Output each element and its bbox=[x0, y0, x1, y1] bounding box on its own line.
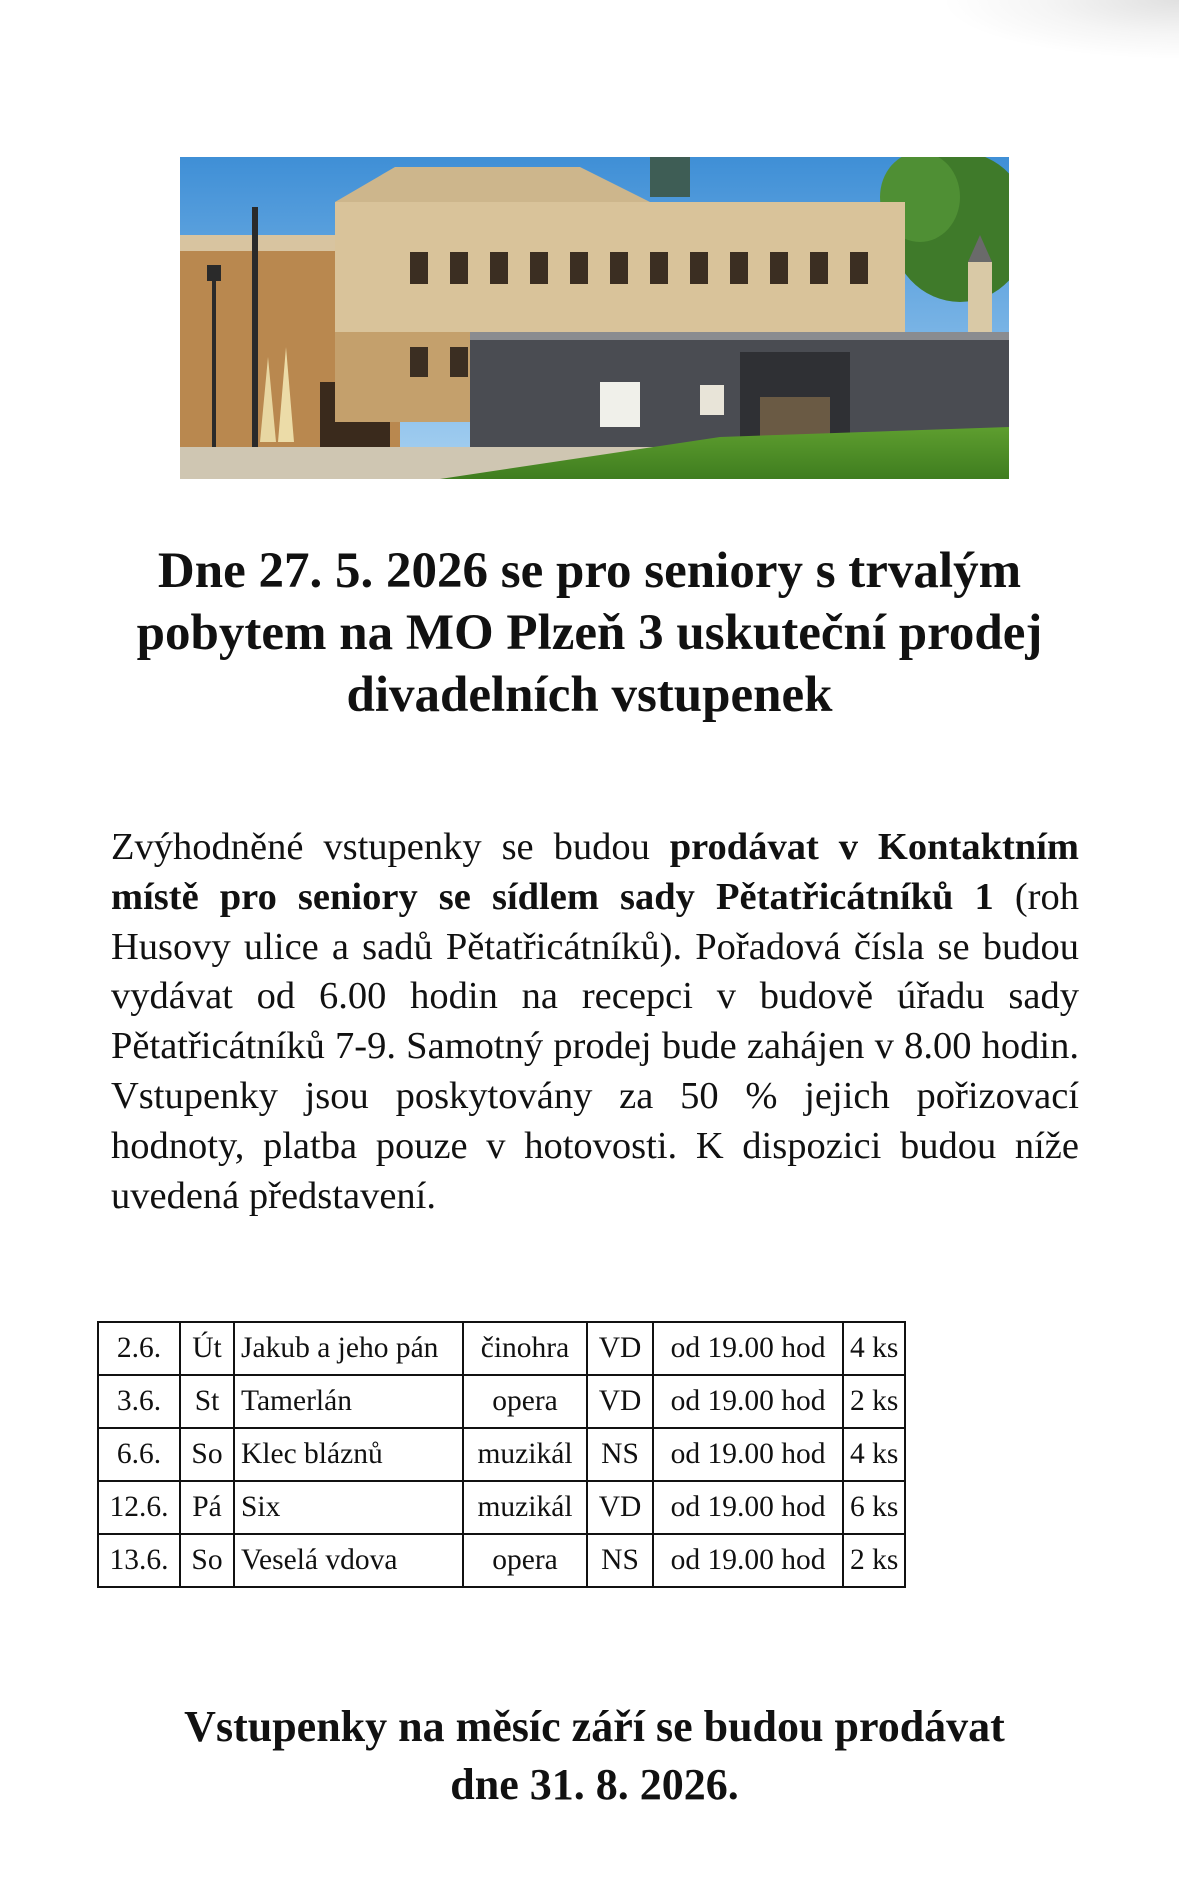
show-stage: NS bbox=[587, 1534, 653, 1587]
page-corner-shadow bbox=[939, 0, 1179, 60]
show-title: Six bbox=[234, 1481, 463, 1534]
show-day: So bbox=[180, 1534, 234, 1587]
show-ticket-count: 4 ks bbox=[843, 1428, 905, 1481]
show-ticket-count: 4 ks bbox=[843, 1322, 905, 1375]
show-stage: VD bbox=[587, 1322, 653, 1375]
show-date: 12.6. bbox=[98, 1481, 180, 1534]
table-row bbox=[98, 1322, 905, 1375]
footer-note bbox=[60, 1698, 1129, 1814]
sales-place-text: prodávat v Kontaktním místě pro seniory se sídlem sady Pětatřicátníků 1 bbox=[111, 826, 1079, 918]
show-genre: opera bbox=[463, 1534, 587, 1587]
show-time: od 19.00 hod bbox=[653, 1534, 843, 1587]
show-time: od 19.00 hod bbox=[653, 1375, 843, 1428]
show-ticket-count: 2 ks bbox=[843, 1534, 905, 1587]
show-date: 2.6. bbox=[98, 1322, 180, 1375]
table-row bbox=[98, 1375, 905, 1428]
show-stage: VD bbox=[587, 1375, 653, 1428]
table-row bbox=[98, 1481, 905, 1534]
show-time: od 19.00 hod bbox=[653, 1322, 843, 1375]
show-title: Klec bláznů bbox=[234, 1428, 463, 1481]
show-day: St bbox=[180, 1375, 234, 1428]
details-text: (roh Husovy ulice a sadů Pětatřicátníků). Pořadová čísla se budou vydávat od 6.00 hodin na recepci v budově úřadu sady Pětatřicátníků 7-9. Samotný prodej bude zahájen v 8.00 hodin. Vstupenky jsou poskytovány za 50 % jejich pořizovací hodnoty, platba pouze v hotovosti. K dispozici budou níže uvedená představení. bbox=[111, 875, 1079, 1217]
show-stage: VD bbox=[587, 1481, 653, 1534]
show-ticket-count: 6 ks bbox=[843, 1481, 905, 1534]
table-row bbox=[98, 1428, 905, 1481]
show-time: od 19.00 hod bbox=[653, 1481, 843, 1534]
show-title: Tamerlán bbox=[234, 1375, 463, 1428]
show-day: So bbox=[180, 1428, 234, 1481]
show-date: 3.6. bbox=[98, 1375, 180, 1428]
show-title: Jakub a jeho pán bbox=[234, 1322, 463, 1375]
show-date: 13.6. bbox=[98, 1534, 180, 1587]
show-genre: muzikál bbox=[463, 1481, 587, 1534]
announcement-text bbox=[111, 823, 1079, 1221]
show-genre: činohra bbox=[463, 1322, 587, 1375]
show-stage: NS bbox=[587, 1428, 653, 1481]
headline: Dne 27. 5. 2026 se pro seniory s trvalým pobytem na MO Plzeň 3 uskuteční prodej divadelních vstupenek bbox=[136, 543, 1043, 723]
table-row bbox=[98, 1534, 905, 1587]
show-genre: opera bbox=[463, 1375, 587, 1428]
show-ticket-count: 2 ks bbox=[843, 1375, 905, 1428]
footer-line-1: Vstupenky na měsíc září se budou prodávat bbox=[184, 1702, 1005, 1751]
show-day: Út bbox=[180, 1322, 234, 1375]
show-day: Pá bbox=[180, 1481, 234, 1534]
footer-line-2: dne 31. 8. 2026. bbox=[450, 1760, 739, 1809]
theatre-building-photo bbox=[180, 157, 1009, 479]
show-time: od 19.00 hod bbox=[653, 1428, 843, 1481]
show-title: Veselá vdova bbox=[234, 1534, 463, 1587]
intro-text: Zvýhodněné vstupenky se budou bbox=[111, 826, 670, 868]
show-genre: muzikál bbox=[463, 1428, 587, 1481]
show-date: 6.6. bbox=[98, 1428, 180, 1481]
shows-table bbox=[97, 1321, 906, 1588]
